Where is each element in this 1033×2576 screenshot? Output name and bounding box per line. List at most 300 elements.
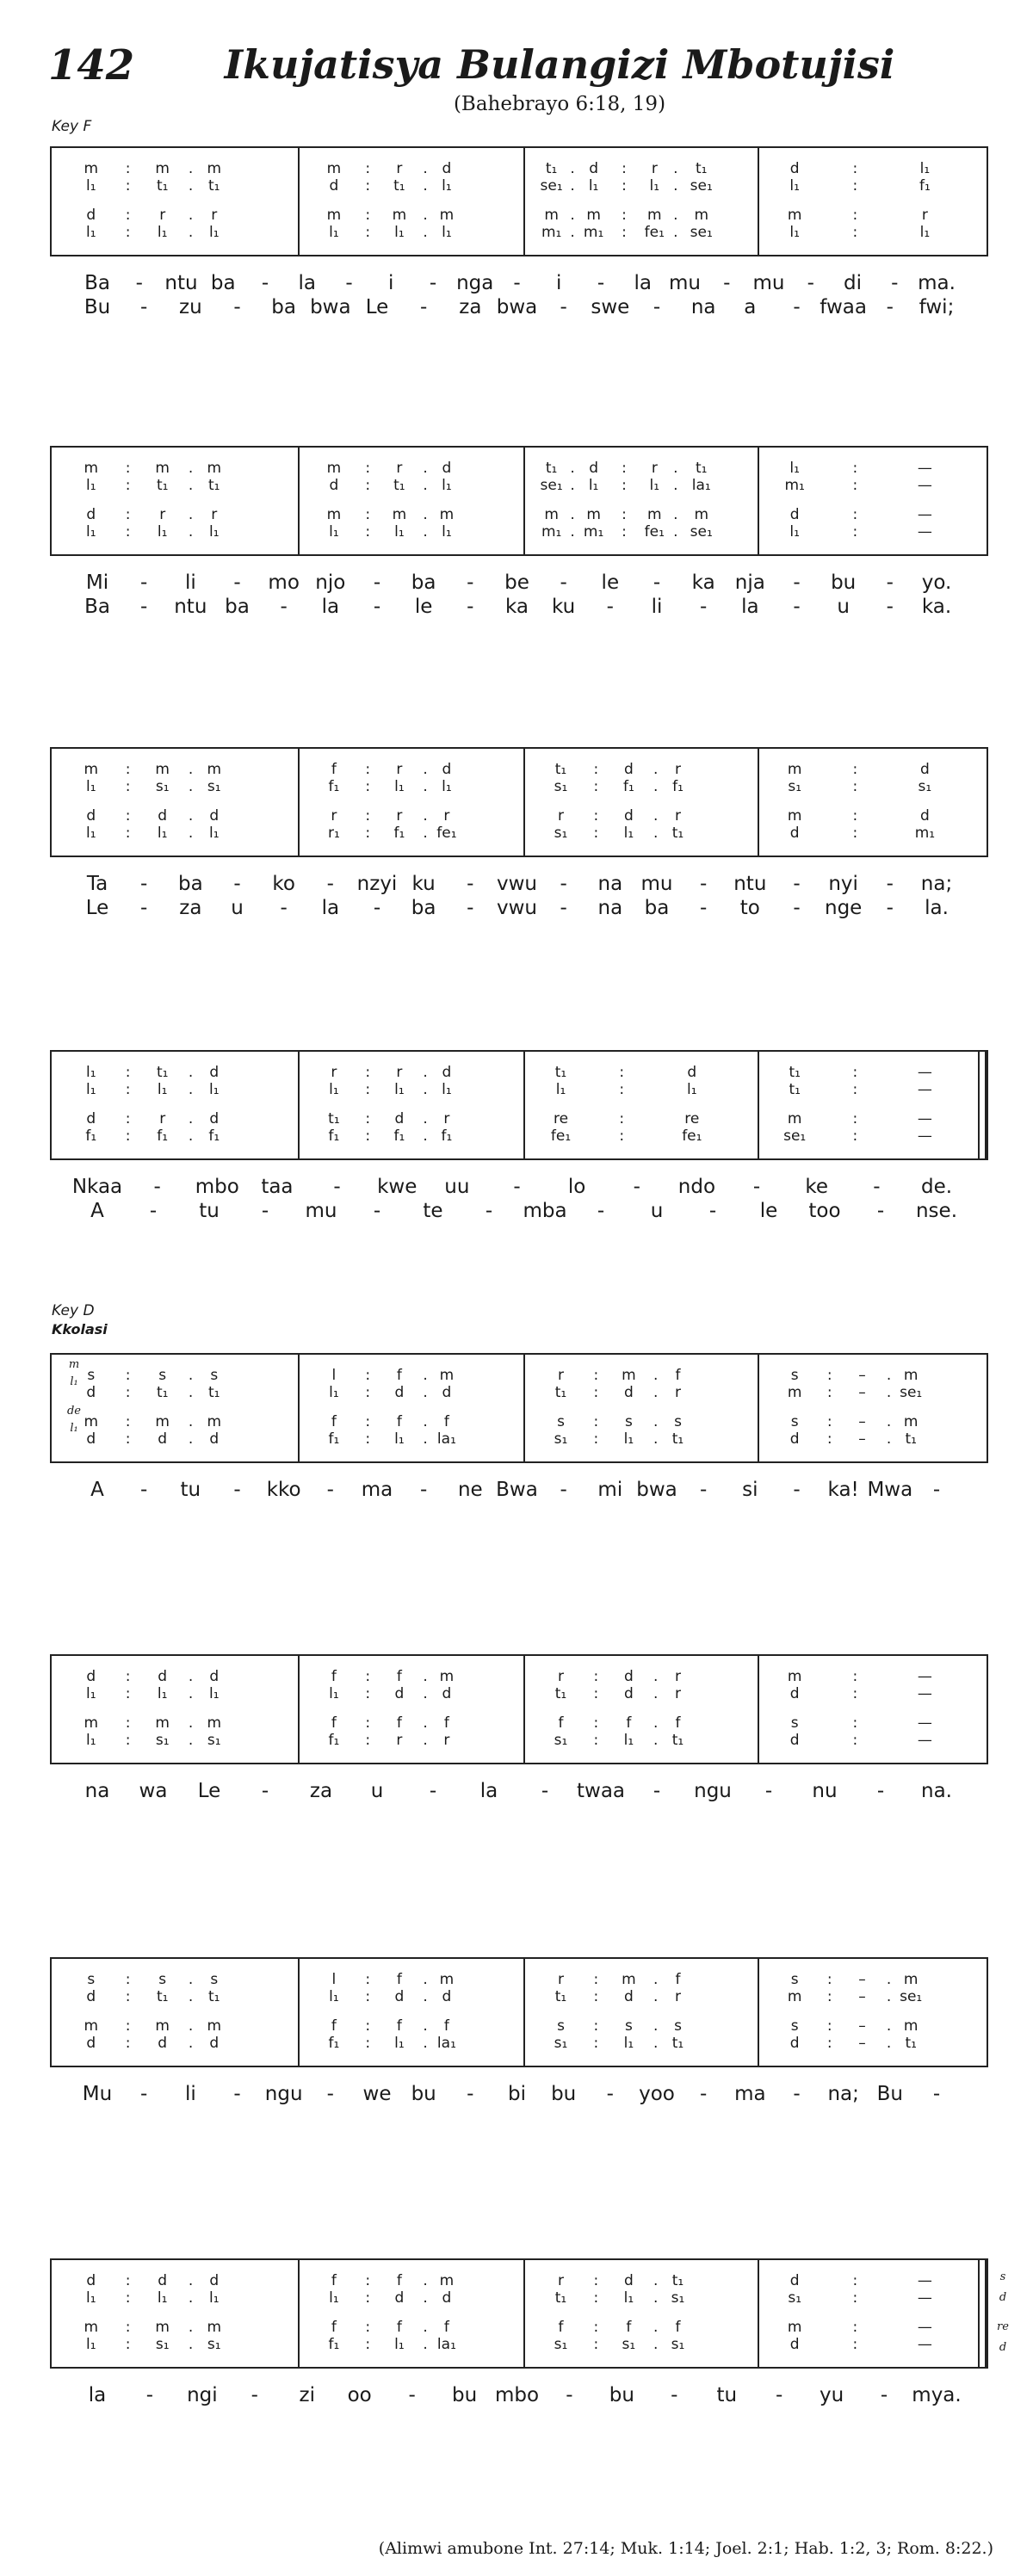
solfa-note: m [326,506,342,523]
beat-separator: : [593,1988,599,2005]
lyric-syllable: de. [920,1176,953,1198]
solfa-note: m [647,207,662,224]
solfa-note: m [787,207,802,224]
voice-row [52,1110,987,1129]
solfa-note: s₁ [554,1732,568,1749]
beat-separator: : [125,460,131,477]
solfa-note: t₁ [695,160,708,177]
solfa-note: l₁ [85,1732,96,1749]
beat-separator: . [188,477,194,494]
solfa-note: l₁ [157,224,168,241]
beat-separator: : [622,460,627,477]
beat-separator: : [826,1971,832,1988]
solfa-note: s₁ [554,778,568,795]
solfa-note: r [675,761,682,778]
syllable-hyphen: - [873,1176,881,1198]
music-system [50,1957,988,2067]
beat-separator: : [852,477,858,494]
beat-separator: . [188,1127,194,1145]
beat-separator: : [365,2017,371,2035]
solfa-note: l₁ [394,778,405,795]
beat-separator: . [570,523,575,541]
lyric-syllable: mbo [195,1176,239,1198]
solfa-note: m [155,761,170,778]
solfa-note: l₁ [85,177,96,195]
beat-separator: : [852,2336,858,2353]
solfa-note: l₁ [442,778,452,795]
beat-separator: : [365,523,371,541]
lyric-syllable: mba [523,1200,567,1222]
solfa-note: l₁ [85,1081,96,1098]
syllable-hyphen: - [886,897,894,919]
lyric-syllable: bwa [310,296,351,318]
solfa-note: s₁ [155,1732,170,1749]
syllable-hyphen: - [700,873,708,895]
solfa-note: m [155,2017,170,2035]
solfa-note: t₁ [671,2035,684,2052]
beat-separator: . [423,1668,428,1685]
solfa-note: d [442,761,452,778]
lyric-syllable: i [388,272,394,294]
beat-separator: : [125,1714,131,1732]
solfa-note: fe₁ [682,1127,702,1145]
syllable-hyphen: - [560,296,567,318]
solfa-note: f [331,1668,337,1685]
beat-separator: . [653,1714,659,1732]
solfa-note: d [329,477,339,494]
solfa-note: l₁ [208,523,220,541]
solfa-note: r [558,1971,565,1988]
beat-separator: . [886,1413,892,1430]
solfa-note: m [622,1971,636,1988]
solfa-note: s [790,1413,799,1430]
lyric-line [50,1780,988,1806]
beat-separator: : [125,177,131,195]
beat-separator: . [423,1367,428,1384]
beat-separator: : [852,1064,858,1081]
beat-separator: : [365,2319,371,2336]
beat-separator: : [125,1413,131,1430]
solfa-note: s [87,1367,96,1384]
beat-separator: : [365,207,371,224]
solfa-note: f₁ [328,1127,340,1145]
beat-separator: : [593,1384,599,1401]
syllable-hyphen: - [467,596,474,618]
beat-separator: . [570,224,575,241]
solfa-note: m [439,1668,455,1685]
solfa-note: d [623,1988,634,2005]
solfa-note: f₁ [328,2035,340,2052]
solfa-note: m [155,2319,170,2336]
solfa-note: d [158,1430,168,1448]
beat-separator: . [423,1732,428,1749]
solfa-note: d [86,207,96,224]
beat-separator: : [125,2336,131,2353]
beat-separator: : [365,1413,371,1430]
solfa-note: d [209,1064,220,1081]
beat-separator: . [188,1384,194,1401]
solfa-note: m [439,506,455,523]
solfa-note: t₁ [156,1384,169,1401]
voice-row [52,778,987,797]
solfa-note: s₁ [207,778,221,795]
solfa-note: fe₁ [436,825,457,842]
solfa-note: s₁ [554,2035,568,2052]
beat-separator: : [365,1971,371,1988]
syllable-hyphen: - [700,596,708,618]
solfa-note: l₁ [85,224,96,241]
beat-separator: . [188,761,194,778]
solfa-note: m [392,506,407,523]
solfa-note: – [858,1971,866,1988]
scripture-footnote: (Alimwi amubone Int. 27:14; Muk. 1:14; Joel. 2:1; Hab. 1:2, 3; Rom. 8:22.) [378,2539,993,2558]
lyric-syllable: Mi [85,571,109,594]
solfa-note: m [586,506,601,523]
solfa-note: f [443,1413,449,1430]
lyric-syllable: mo [268,571,300,594]
solfa-note: l₁ [85,778,96,795]
syllable-hyphen: - [233,2083,241,2105]
beat-separator: . [423,2272,428,2289]
solfa-note: s [790,1367,799,1384]
solfa-note: m [84,1413,99,1430]
solfa-note: d [623,807,634,825]
beat-separator: . [423,1127,428,1145]
lyric-syllable: taa [261,1176,294,1198]
solfa-note: t₁ [545,160,558,177]
solfa-note: r [921,207,928,224]
lyric-syllable: too [808,1200,841,1222]
syllable-hyphen: - [467,571,474,594]
lyric-syllable: nu [812,1780,838,1802]
beat-separator: . [188,177,194,195]
solfa-note: re [553,1110,569,1127]
solfa-note: t₁ [393,177,405,195]
solfa-note: l [331,1971,337,1988]
beat-separator: . [423,477,428,494]
solfa-note: d [158,1668,168,1685]
beat-separator: : [593,807,599,825]
beat-separator: . [423,1081,428,1098]
lyric-syllable: be [504,571,529,594]
lyric-line [50,272,988,298]
lyric-syllable: li [184,571,196,594]
solfa-note: l₁ [394,523,405,541]
solfa-note: s [624,1413,633,1430]
solfa-note: se₁ [900,1988,923,2005]
beat-separator: . [423,1971,428,1988]
beat-separator: : [365,1081,371,1098]
lyric-syllable: Ta [86,873,108,895]
solfa-note: f [396,2272,402,2289]
solfa-note: m [787,761,802,778]
solfa-note: f₁ [622,778,634,795]
syllable-hyphen: - [280,897,288,919]
solfa-note: se₁ [690,224,713,241]
beat-separator: : [852,778,858,795]
syllable-hyphen: - [373,596,381,618]
syllable-hyphen: - [566,2384,573,2406]
solfa-note: r [675,1685,682,1702]
solfa-note: se₁ [783,1127,807,1145]
beat-separator: : [365,224,371,241]
solfa-note: l₁ [208,825,220,842]
syllable-hyphen: - [261,272,269,294]
solfa-note: m [544,506,559,523]
solfa-note: s [87,1971,96,1988]
solfa-note: — [917,2319,932,2336]
lyric-syllable: Bwa [496,1479,538,1501]
lyric-syllable: Mu [82,2083,113,2105]
beat-separator: : [365,1384,371,1401]
solfa-note: d [789,506,800,523]
solfa-note: r [443,1732,450,1749]
solfa-note: – [858,1384,866,1401]
music-system [50,1050,988,1160]
solfa-note: la₁ [436,2035,456,2052]
lyric-syllable: Nkaa [71,1176,123,1198]
beat-separator: . [188,2272,194,2289]
solfa-note: d [919,761,930,778]
beat-separator: . [188,2289,194,2307]
solfa-note: l₁ [394,1081,405,1098]
solfa-note: t₁ [554,2289,567,2307]
lyric-syllable: ngu [264,2083,303,2105]
solfa-note: d [789,825,800,842]
solfa-note: — [917,1714,932,1732]
beat-separator: . [423,1384,428,1401]
beat-separator: : [852,2272,858,2289]
solfa-note: m [326,207,342,224]
solfa-note: t₁ [554,1384,567,1401]
voice-row [52,807,987,826]
modulation-mark: l₁ [70,1375,78,1388]
solfa-note: se₁ [540,177,563,195]
voice-row [52,207,987,225]
beat-separator: : [852,1714,858,1732]
music-system [50,146,988,256]
solfa-note: — [917,523,932,541]
solfa-note: — [917,1732,932,1749]
solfa-note: r [651,160,658,177]
solfa-note: r [558,2272,565,2289]
lyric-syllable: fwi; [919,296,955,318]
solfa-note: t₁ [554,1988,567,2005]
solfa-note: d [687,1064,697,1081]
solfa-note: t₁ [328,1110,340,1127]
syllable-hyphen: - [140,296,148,318]
solfa-note: r [396,1064,403,1081]
solfa-note: f₁ [208,1127,220,1145]
syllable-hyphen: - [752,1176,761,1198]
beat-separator: : [125,477,131,494]
solfa-note: d [623,2272,634,2289]
lyric-line [50,1200,988,1226]
solfa-note: r [396,160,403,177]
return-mark: d [999,2341,1007,2354]
beat-separator: : [365,1127,371,1145]
syllable-hyphen: - [513,1176,521,1198]
lyric-syllable: nge [824,897,863,919]
solfa-note: t₁ [554,761,567,778]
beat-separator: . [653,761,659,778]
solfa-note: se₁ [690,523,713,541]
beat-separator: . [653,2272,659,2289]
solfa-note: f [443,2319,449,2336]
solfa-note: se₁ [540,477,563,494]
solfa-note: m [787,1110,802,1127]
voice-row [52,160,987,179]
solfa-note: — [917,2272,932,2289]
lyric-syllable: ntu [174,596,207,618]
solfa-note: d [442,160,452,177]
syllable-hyphen: - [560,873,567,895]
solfa-note: r [558,1367,565,1384]
solfa-note: l₁ [789,523,800,541]
lyric-line [50,897,988,923]
beat-separator: : [852,207,858,224]
beat-separator: . [653,2336,659,2353]
syllable-hyphen: - [723,272,731,294]
lyric-syllable: ba [210,272,236,294]
voice-row [52,177,987,196]
lyric-syllable: ka! [827,1479,859,1501]
solfa-note: s [158,1367,167,1384]
solfa-note: r [396,1732,403,1749]
lyric-syllable: ba [225,596,250,618]
solfa-note: fe₁ [550,1127,572,1145]
solfa-note: m [787,807,802,825]
lyric-syllable: kko [266,1479,301,1501]
solfa-note: t₁ [671,2272,684,2289]
solfa-note: d [789,1430,800,1448]
solfa-note: s₁ [788,2289,802,2307]
solfa-note: t₁ [156,1064,169,1081]
lyric-syllable: la [298,272,316,294]
beat-separator: : [593,1685,599,1702]
solfa-note: — [917,1064,932,1081]
beat-separator: : [852,807,858,825]
solfa-note: l₁ [623,2035,634,2052]
beat-separator: : [593,1367,599,1384]
beat-separator: . [423,1430,428,1448]
solfa-note: r [211,506,218,523]
solfa-note: f [331,2017,337,2035]
solfa-note: f [331,2319,337,2336]
beat-separator: : [365,160,371,177]
solfa-note: m₁ [914,825,936,842]
syllable-hyphen: - [541,1780,549,1802]
solfa-note: — [917,506,932,523]
beat-separator: : [852,1685,858,1702]
beat-separator: . [188,825,194,842]
lyric-syllable: nyi [828,873,858,895]
lyric-syllable: ma [361,1479,393,1501]
beat-separator: : [365,778,371,795]
solfa-note: f [331,2272,337,2289]
solfa-note: s₁ [554,2336,568,2353]
solfa-note: l₁ [623,825,634,842]
voice-row [52,761,987,780]
syllable-hyphen: - [891,272,899,294]
solfa-note: l₁ [208,2289,220,2307]
solfa-note: f₁ [85,1127,97,1145]
syllable-hyphen: - [606,2083,614,2105]
modulation-mark: l₁ [70,1422,78,1435]
solfa-note: – [858,2017,866,2035]
solfa-note: l₁ [208,1685,220,1702]
syllable-hyphen: - [326,2083,334,2105]
solfa-note: s₁ [554,825,568,842]
voice-row [52,1714,987,1733]
solfa-note: m [84,761,99,778]
lyric-syllable: Ba [84,596,110,618]
solfa-note: t₁ [671,1732,684,1749]
solfa-note: l₁ [208,1081,220,1098]
solfa-note: l₁ [85,2289,96,2307]
solfa-note: r [159,1110,166,1127]
solfa-note: d [394,1988,405,2005]
syllable-hyphen: - [606,596,614,618]
voice-row [52,1081,987,1100]
beat-separator: . [886,1971,892,1988]
lyric-syllable: na [597,873,623,895]
beat-separator: : [125,1081,131,1098]
solfa-note: l₁ [208,224,220,241]
syllable-hyphen: - [429,1780,437,1802]
beat-separator: : [125,2289,131,2307]
syllable-hyphen: - [467,873,474,895]
solfa-note: m [787,1384,802,1401]
beat-separator: : [125,1110,131,1127]
lyric-syllable: mu [752,272,785,294]
lyric-syllable: nga [456,272,494,294]
solfa-note: t₁ [671,825,684,842]
solfa-note: r [331,807,337,825]
beat-separator: . [423,523,428,541]
solfa-note: m [622,1367,636,1384]
solfa-note: m₁ [784,477,805,494]
syllable-hyphen: - [233,1479,241,1501]
lyric-syllable: za [459,296,482,318]
lyric-syllable: bwa [496,296,538,318]
syllable-hyphen: - [251,2384,258,2406]
beat-separator: : [365,1714,371,1732]
solfa-note: s [158,1971,167,1988]
lyric-syllable: ke [805,1176,829,1198]
beat-separator: . [188,1971,194,1988]
solfa-note: t₁ [695,460,708,477]
solfa-note: l₁ [623,1732,634,1749]
beat-separator: : [125,2319,131,2336]
key-label: Key F [52,118,92,135]
solfa-note: l₁ [789,224,800,241]
modulation-mark: de [66,1405,81,1418]
syllable-hyphen: - [513,272,521,294]
hymn-subtitle: (Bahebrayo 6:18, 19) [453,93,666,115]
beat-separator: . [673,460,678,477]
beat-separator: : [852,2319,858,2336]
solfa-note: f₁ [393,1127,405,1145]
lyric-syllable: ba [411,571,436,594]
beat-separator: : [852,1732,858,1749]
solfa-note: r [396,460,403,477]
beat-separator: : [365,1668,371,1685]
beat-separator: . [188,460,194,477]
solfa-note: t₁ [789,1064,801,1081]
solfa-note: — [917,2336,932,2353]
music-system [50,1654,988,1764]
